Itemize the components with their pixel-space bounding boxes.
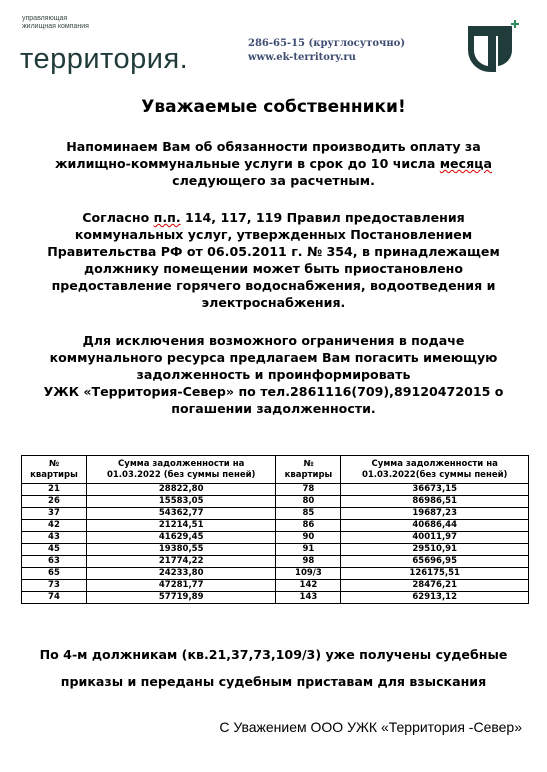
text-line: Правительства РФ от 06.05.2011 г. № 354, в принадлежащем (47, 244, 500, 259)
table-cell: 21 (22, 484, 87, 496)
table-row (22, 520, 529, 532)
table-cell: 62913,12 (341, 592, 529, 604)
table-row (22, 496, 529, 508)
header-line: № (303, 458, 314, 469)
table-cell: 29510,91 (341, 544, 529, 556)
table-row (22, 532, 529, 544)
table-cell: 36673,15 (341, 484, 529, 496)
table-cell: 91 (276, 544, 341, 556)
contact-block (248, 37, 405, 65)
header-line: 01.03.2022(без суммы пеней) (361, 469, 508, 480)
table-cell: 24233,80 (86, 568, 276, 580)
table-row (22, 508, 529, 520)
text-line: задолженность и проинформировать (136, 367, 411, 382)
header-line: Сумма задолженности на (118, 458, 245, 469)
table-cell: 63 (22, 556, 87, 568)
table-cell: 26 (22, 496, 87, 508)
repayment-request-paragraph (30, 332, 517, 417)
text-span: 114, 117, 119 Правил предоставления (180, 210, 465, 225)
table-row (22, 544, 529, 556)
debt-column-header (86, 456, 276, 484)
table-cell: 54362,77 (86, 508, 276, 520)
header-line: квартиры (284, 469, 333, 480)
table-cell: 21214,51 (86, 520, 276, 532)
spellcheck-word: п.п. (153, 210, 181, 225)
table-cell: 65696,95 (341, 556, 529, 568)
text-line: должнику помещении может быть приостановлено (83, 261, 464, 276)
text-line: электроснабжения. (201, 295, 346, 310)
header-line: 01.03.2022 (без суммы пеней) (106, 469, 256, 480)
text-line: Напоминаем Вам об обязанности производить оплату за (66, 139, 481, 154)
table-cell: 142 (276, 580, 341, 592)
text-line: погашении задолженности. (171, 401, 376, 416)
header-line: Сумма задолженности на (371, 458, 498, 469)
table-cell: 57719,89 (86, 592, 276, 604)
table-cell: 73 (22, 580, 87, 592)
table-cell: 80 (276, 496, 341, 508)
table-cell: 42 (22, 520, 87, 532)
table-cell: 43 (22, 532, 87, 544)
text-line: По 4-м должникам (кв.21,37,73,109/3) уже получены судебные (39, 647, 508, 662)
letterhead (0, 0, 547, 80)
table-row (22, 592, 529, 604)
table-row (22, 556, 529, 568)
website-link[interactable]: www.ek-territory.ru (248, 52, 356, 63)
table-row (22, 484, 529, 496)
table-cell: 28822,80 (86, 484, 276, 496)
table-cell: 40011,97 (341, 532, 529, 544)
table-row (22, 568, 529, 580)
table-header-row (22, 456, 529, 484)
text-line: коммунального ресурса предлагаем Вам погасить имеющую (49, 350, 498, 365)
table-cell: 41629,45 (86, 532, 276, 544)
text-line (30, 155, 517, 172)
table-cell: 78 (276, 484, 341, 496)
header-line: квартиры (30, 469, 78, 480)
table-row (22, 580, 529, 592)
table-cell: 65 (22, 568, 87, 580)
table-cell: 86986,51 (341, 496, 529, 508)
table-cell: 15583,05 (86, 496, 276, 508)
table-cell: 86 (276, 520, 341, 532)
table-cell: 90 (276, 532, 341, 544)
logo-wordmark: территория. (20, 43, 189, 75)
text-line: предоставление горячего водоснабжения, водоотведения и (51, 278, 496, 293)
table-cell: 21774,22 (86, 556, 276, 568)
table-cell: 47281,77 (86, 580, 276, 592)
table-cell: 28476,21 (341, 580, 529, 592)
text-line: Для исключения возможного ограничения в подаче (82, 333, 465, 348)
table-cell: 143 (276, 592, 341, 604)
table-cell: 126175,51 (341, 568, 529, 580)
text-line: коммунальных услуг, утвержденных Постановлением (74, 227, 473, 242)
debt-table (21, 455, 529, 604)
text-line: приказы и переданы судебным приставам для взыскания (60, 674, 487, 689)
apartment-column-header (276, 456, 341, 484)
court-orders-note (20, 641, 527, 695)
table-cell: 19687,23 (341, 508, 529, 520)
signature-line: С Уважением ООО УЖК «Территория -Север» (219, 719, 522, 735)
company-emblem-icon (462, 16, 526, 78)
page-title: Уважаемые собственники! (141, 97, 406, 117)
payment-reminder-paragraph (30, 138, 517, 189)
table-cell: 40686,44 (341, 520, 529, 532)
text-span: Согласно (82, 210, 154, 225)
table-cell: 37 (22, 508, 87, 520)
table-cell: 109/3 (276, 568, 341, 580)
table-cell: 45 (22, 544, 87, 556)
text-line: УЖК «Территория-Север» по тел.2861116(709),89120472015 о (43, 384, 504, 399)
text-line: следующего за расчетным. (172, 173, 375, 188)
spellcheck-word: месяца (439, 156, 492, 171)
table-cell: 85 (276, 508, 341, 520)
table-cell: 74 (22, 592, 87, 604)
legal-basis-paragraph (30, 209, 517, 311)
debt-column-header (341, 456, 529, 484)
table-cell: 19380,55 (86, 544, 276, 556)
header-line: № (48, 458, 60, 469)
table-cell: 98 (276, 556, 341, 568)
phone-number: 286-65-15 (круглосуточно) (248, 38, 406, 49)
logo-tagline: управляющая жилищная компания (22, 15, 89, 30)
apartment-column-header (22, 456, 87, 484)
text-line (30, 209, 517, 226)
text-span: жилищно-коммунальные услуги в срок до 10 числа (54, 156, 440, 171)
